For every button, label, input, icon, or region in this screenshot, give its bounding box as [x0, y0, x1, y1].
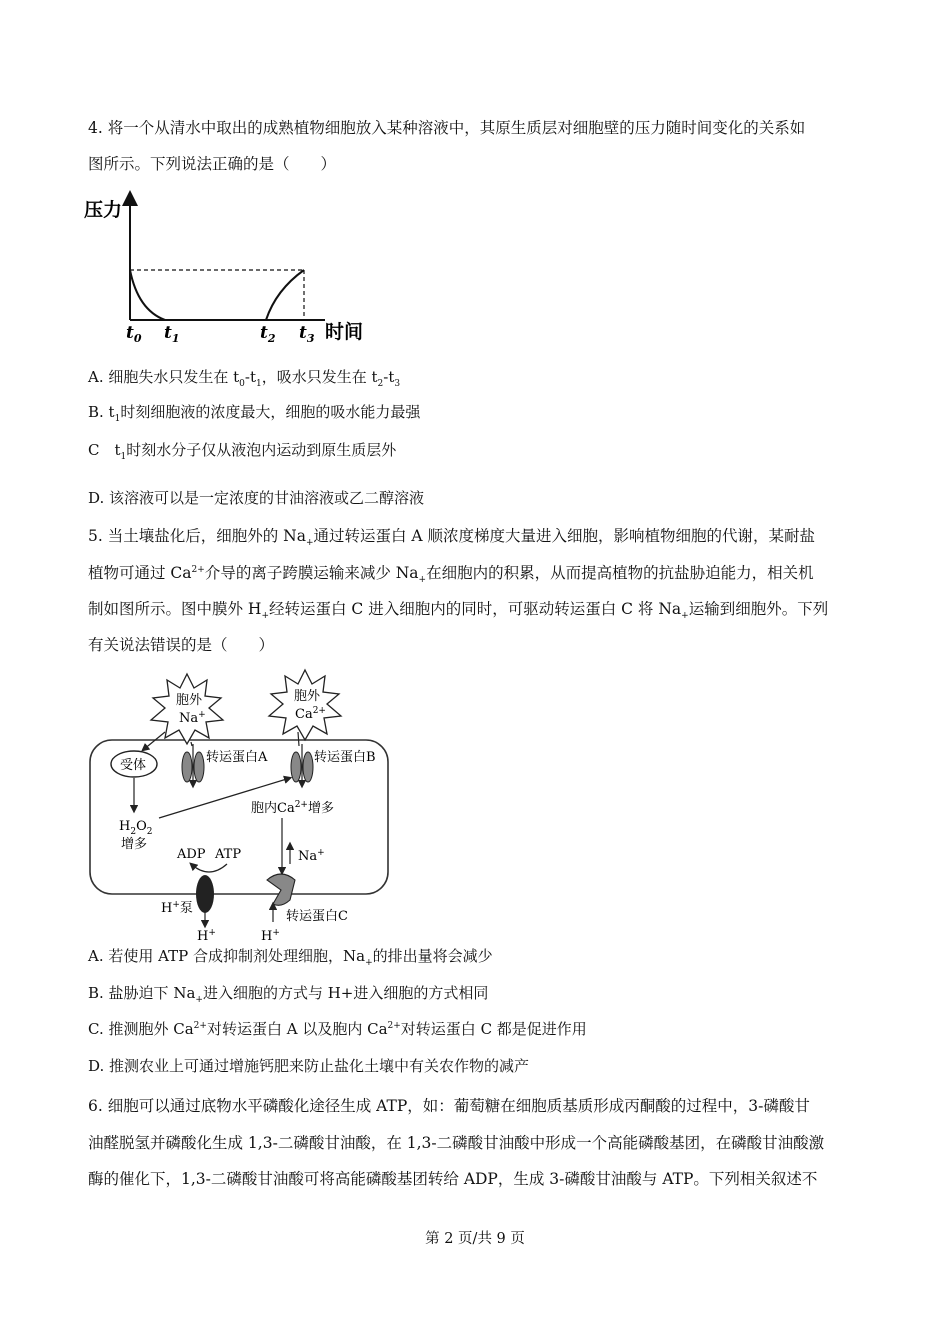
q6-line-1: 6. 细胞可以通过底物水平磷酸化途径生成 ATP，如：葡萄糖在细胞质基质形成丙酮酸的过程中，3-磷酸甘 [88, 1097, 810, 1115]
transport-protein-c [267, 874, 295, 905]
series-t2-t3 [266, 270, 304, 320]
q5-stem-line-3: 制如图所示。图中膜外 $H_+$经转运蛋白 C 进入细胞内的同时，可驱动转运蛋白 C 将 $Na_+$运输到细胞外。下列 [88, 600, 829, 622]
transport-protein-b-2 [303, 752, 313, 782]
tick-t2: $t_2$ [260, 323, 276, 345]
q5-stem-line-4: 有关说法错误的是（ ） [88, 636, 275, 654]
transport-protein-b [291, 752, 301, 782]
q4-option-d: D. 该溶液可以是一定浓度的甘油溶液或乙二醇溶液 [88, 489, 425, 507]
protein-c-label: 转运蛋白C [286, 909, 348, 924]
receptor-label: 受体 [120, 758, 147, 773]
na-out-label: Na+ [298, 848, 325, 864]
ion-transport-diagram [85, 668, 405, 944]
arrow-ca-to-b [298, 732, 299, 746]
q4-option-a: A. 细胞失水只发生在 $t_0-t_1$，吸水只发生在 $t_2-t_3$ [88, 368, 401, 389]
extracellular-ca-burst [269, 670, 341, 740]
q5-option-b: B. 盐胁迫下 $Na_+$进入细胞的方式与 H+进入细胞的方式相同 [88, 984, 489, 1005]
q6-line-3: 酶的催化下，1,3-二磷酸甘油酸可将高能磷酸基团转给 ADP，生成 3-磷酸甘油酸与 ATP。下列相关叙述不 [88, 1170, 818, 1188]
adp-label: ADP [177, 847, 206, 862]
h-pump-label: H+泵 [161, 900, 193, 916]
tick-t3: $t_3$ [299, 323, 315, 345]
transport-protein-a [182, 752, 192, 782]
tick-t0: $t_0$ [126, 323, 142, 345]
q4-stem-line-2: 图所示。下列说法正确的是（ ） [88, 155, 337, 173]
q4-option-b: B. $t_1$时刻细胞液的浓度最大，细胞的吸水能力最强 [88, 403, 421, 424]
q5-option-d: D. 推测农业上可通过增施钙肥来防止盐化土壤中有关农作物的减产 [88, 1057, 530, 1075]
intracellular-ca-label: 胞内$Ca^{2+}$增多 [251, 800, 334, 816]
h-pump [196, 875, 214, 913]
transport-protein-a-2 [194, 752, 204, 782]
q5-stem-line-2: 植物可通过 $Ca^{2+}$介导的离子跨膜运输来减少 $Na_+$在细胞内的积累，从而提高植物的抗盐胁迫能力，相关机 [88, 564, 814, 586]
h2o2-label: $H_2O_2$ [119, 819, 153, 837]
h2o2-increase-label: 增多 [121, 837, 148, 852]
burst2-line1: 胞外 [294, 689, 321, 704]
tick-t1: $t_1$ [164, 323, 180, 345]
atp-label: ATP [215, 847, 242, 862]
protein-b-label: 转运蛋白B [314, 750, 376, 765]
burst2-line2: $Ca^{2+}$ [295, 706, 326, 722]
atp-adp-arrow [191, 864, 227, 872]
protein-a-label: 转运蛋白A [206, 750, 268, 765]
h-out-label: H+ [197, 928, 216, 944]
q5-stem-line-1: 5. 当土壤盐化后，细胞外的 $Na_+$通过转运蛋白 A 顺浓度梯度大量进入细胞，影响植物细胞的代谢，某耐盐 [88, 527, 816, 549]
q5-option-c: C. 推测胞外 $Ca^{2+}$对转运蛋白 A 以及胞内 $Ca^{2+}$对转运蛋白 C 都是促进作用 [88, 1020, 587, 1038]
extracellular-na-burst [151, 674, 223, 744]
burst1-line1: 胞外 [176, 693, 203, 708]
q4-stem-line-1: 4. 将一个从清水中取出的成熟植物细胞放入某种溶液中，其原生质层对细胞壁的压力随时间变化的关系如 [88, 119, 806, 137]
arrow-na-to-a [191, 742, 192, 746]
x-axis-label: 时间 [325, 321, 364, 343]
pressure-time-chart [80, 190, 380, 350]
arrow-na-to-receptor [143, 732, 165, 750]
q4-option-c: C $t_1$时刻水分子仅从液泡内运动到原生质层外 [88, 441, 397, 462]
q5-option-a: A. 若使用 ATP 合成抑制剂处理细胞，$Na_+$的排出量将会减少 [88, 947, 493, 968]
series-t0-t1 [130, 270, 165, 320]
q6-line-2: 油醛脱氢并磷酸化生成 1,3-二磷酸甘油酸，在 1,3-二磷酸甘油酸中形成一个高能磷酸基团，在磷酸甘油酸激 [88, 1134, 825, 1152]
h-in-label: H+ [261, 928, 280, 944]
burst1-line2: Na+ [179, 710, 206, 726]
y-axis-label: 压力 [84, 199, 123, 221]
page-number-footer: 第 2 页/共 9 页 [425, 1231, 525, 1247]
